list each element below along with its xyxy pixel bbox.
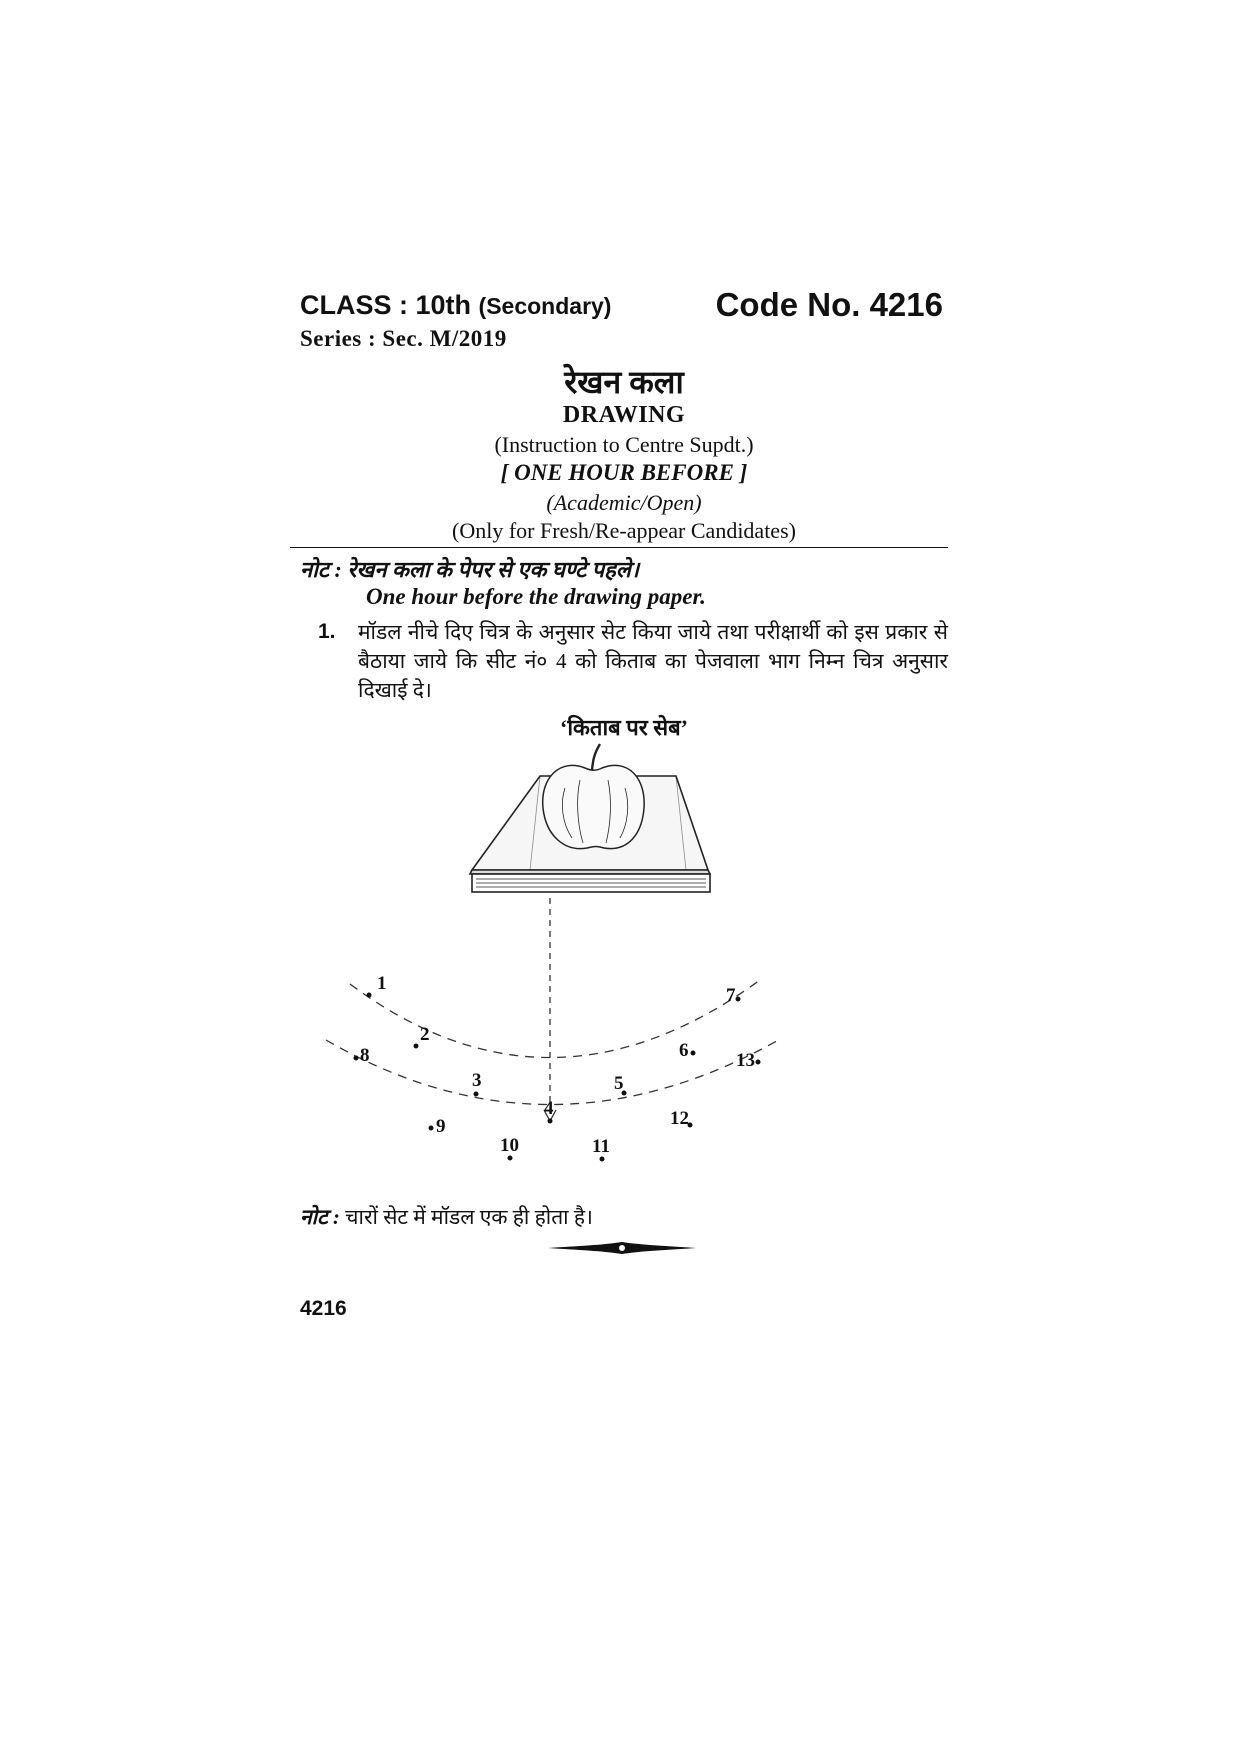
page-title: DRAWING [562, 402, 686, 428]
class-line [300, 290, 611, 321]
seat-label: 1 [377, 973, 387, 994]
note-footer-text: चारों सेट में मॉडल एक ही होता है। [345, 1205, 593, 1229]
timing-line: [ ONE HOUR BEFORE ] [500, 460, 748, 485]
seat-label: 13 [736, 1050, 755, 1071]
seat-label: 12 [670, 1108, 689, 1129]
class-stream: (Secondary) [478, 293, 612, 319]
series-label: Series : Sec. M/2019 [300, 326, 507, 351]
apple-icon [543, 744, 644, 849]
instruction-line: (Instruction to Centre Supdt.) [494, 432, 754, 457]
class-label: CLASS : 10th [300, 290, 472, 320]
figure-caption: ‘किताब पर सेब’ [560, 715, 688, 740]
note-footer-label: नोट : [300, 1205, 340, 1229]
divider [290, 547, 948, 548]
end-ornament [548, 1242, 696, 1254]
seat-marker [691, 1051, 696, 1056]
candidates-line: (Only for Fresh/Re-appear Candidates) [452, 518, 796, 543]
question-number: 1. [318, 620, 336, 643]
seat-label: 8 [360, 1045, 370, 1066]
seat-label: 11 [592, 1136, 610, 1157]
seat-marker [429, 1126, 434, 1131]
seat-marker [414, 1044, 419, 1049]
seat-marker [548, 1119, 553, 1124]
hindi-title: रेखन कला [564, 364, 684, 400]
seat-marker [508, 1156, 513, 1161]
seat-label: 10 [500, 1135, 519, 1156]
seat-marker [736, 997, 741, 1002]
seat-label: 2 [420, 1024, 430, 1045]
outer-arc [326, 1038, 782, 1105]
footer-code: 4216 [300, 1297, 347, 1320]
seat-label: 9 [436, 1116, 446, 1137]
note-hindi: नोट : रेखन कला के पेपर से एक घण्टे पहले। [300, 557, 640, 582]
seat-marker [756, 1060, 761, 1065]
seat-label: 5 [614, 1073, 624, 1094]
seat-label: 3 [472, 1070, 482, 1091]
question-text: मॉडल नीचे दिए चित्र के अनुसार सेट किया जाये तथा परीक्षार्थी को इस प्रकार से बैठाया जाये कि सीट नं० 4 को किताब का पेजवाला भाग निम्न चित्र अनुसार दिखाई दे। [358, 620, 948, 702]
inner-arc [350, 980, 760, 1058]
mode-line: (Academic/Open) [546, 490, 702, 515]
seat-marker [474, 1092, 479, 1097]
seat-marker [600, 1157, 605, 1162]
seat-marker [367, 993, 372, 998]
seat-marker [354, 1056, 359, 1061]
code-number: Code No. 4216 [715, 286, 943, 323]
seating-diagram [360, 748, 860, 1188]
note-english: One hour before the drawing paper. [366, 584, 706, 609]
seat-label: 7 [726, 985, 736, 1006]
seat-label: 4 [544, 1098, 554, 1119]
seat-label: 6 [679, 1040, 689, 1061]
note-footer [300, 1203, 593, 1231]
